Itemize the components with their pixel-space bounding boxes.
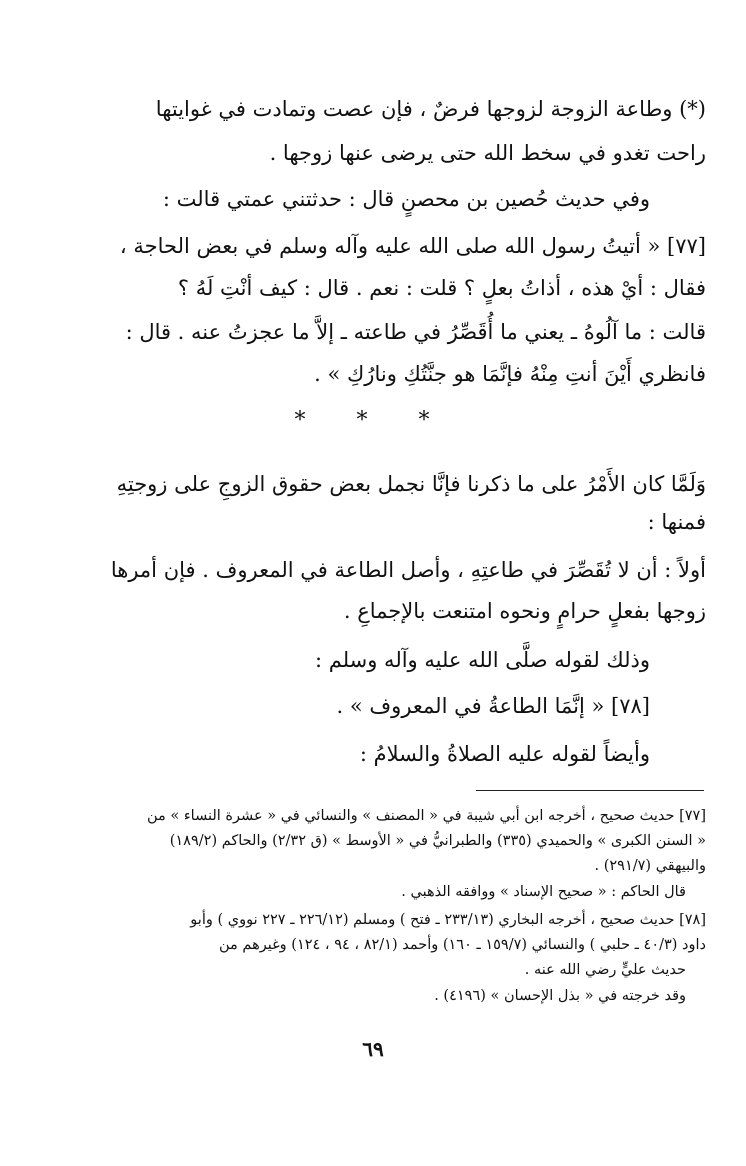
footnote-77-line: [٧٧] حديث صحيح ، أخرجه ابن أبي شيبة في « المصنف » والنسائي في « عشرة النساء » من — [146, 808, 706, 824]
footnote-divider — [476, 790, 704, 791]
footnote-78-line: داود (٤٠/٣ ـ حلبي ) والنسائي (١٥٩/٧ ـ ١٦٠) وأحمد (٨٢/١ ، ٩٤ ، ١٢٤) وغيرهم من — [219, 937, 706, 953]
hadith-77-line: [٧٧] « أتيتُ رسول الله صلى الله عليه وآله وسلم في بعض الحاجة ، — [119, 234, 706, 258]
paragraph-line: راحت تغدو في سخط الله حتى يرضى عنها زوجها . — [269, 141, 706, 165]
page-number: ٦٩ — [362, 1037, 384, 1061]
footnote-78-line: [٧٨] حديث صحيح ، أخرجه البخاري (٢٣٣/١٣ ـ فتح ) ومسلم (٢٢٦/١٢ ـ ٢٢٧ نووي ) وأبو — [190, 912, 706, 928]
hadith-77-line: قالت : ما آلُوهُ ـ يعني ما أُقَصِّرُ في طاعته ـ إلاَّ ما عجزتُ عنه . قال : — [125, 320, 706, 344]
paragraph-line: وفي حديث حُصين بن محصنٍ قال : حدثتني عمتي قالت : — [162, 187, 650, 211]
paragraph-line: وَلَمَّا كان الأَمْرُ على ما ذكرنا فإنَّا نجمل بعض حقوق الزوجِ على زوجتِهِ — [116, 472, 706, 496]
footnote-78-line: حديث عليٍّ رضي الله عنه . — [524, 962, 686, 978]
footnote-78-line: وقد خرجته في « بذل الإحسان » (٤١٩٦) . — [434, 988, 686, 1004]
paragraph-line: فمنها : — [647, 510, 706, 534]
footnote-77-line: قال الحاكم : « صحيح الإسناد » ووافقه الذهبي . — [401, 884, 686, 900]
paragraph-line: زوجها بفعلٍ حرامٍ ونحوه امتنعت بالإجماعِ . — [343, 599, 706, 623]
paragraph-line: وأيضاً لقوله عليه الصلاةُ والسلامُ : — [359, 742, 650, 766]
hadith-77-line: فانظري أَيْنَ أنتِ مِنْهُ فإنَّمَا هو جنَّتُكِ ونارُكِ » . — [314, 362, 706, 386]
paragraph-line: أولاً : أن لا تُقَصِّرَ في طاعتِهِ ، وأصل الطاعة في المعروف . فإن أمرها — [110, 558, 706, 582]
section-separator: * * * — [294, 408, 452, 433]
footnote-77-line: « السنن الكبرى » والحميدي (٣٣٥) والطبرانيُّ في « الأوسط » (ق ٢/٣٢) والحاكم (١٨٩/٢) — [169, 833, 706, 849]
hadith-78-line: [٧٨] « إنَّمَا الطاعةُ في المعروف » . — [336, 694, 650, 718]
paragraph-line: (*) وطاعة الزوجة لزوجها فرضٌ ، فإن عصت وتمادت في غوايتها — [155, 97, 706, 121]
paragraph-line: وذلك لقوله صلَّى الله عليه وآله وسلم : — [314, 648, 650, 672]
hadith-77-line: فقال : أيْ هذه ، أذاتُ بعلٍ ؟ قلت : نعم . قال : كيف أنْتِ لَهُ ؟ — [177, 276, 706, 300]
footnote-77-line: والبيهقي (٢٩١/٧) . — [594, 858, 706, 874]
